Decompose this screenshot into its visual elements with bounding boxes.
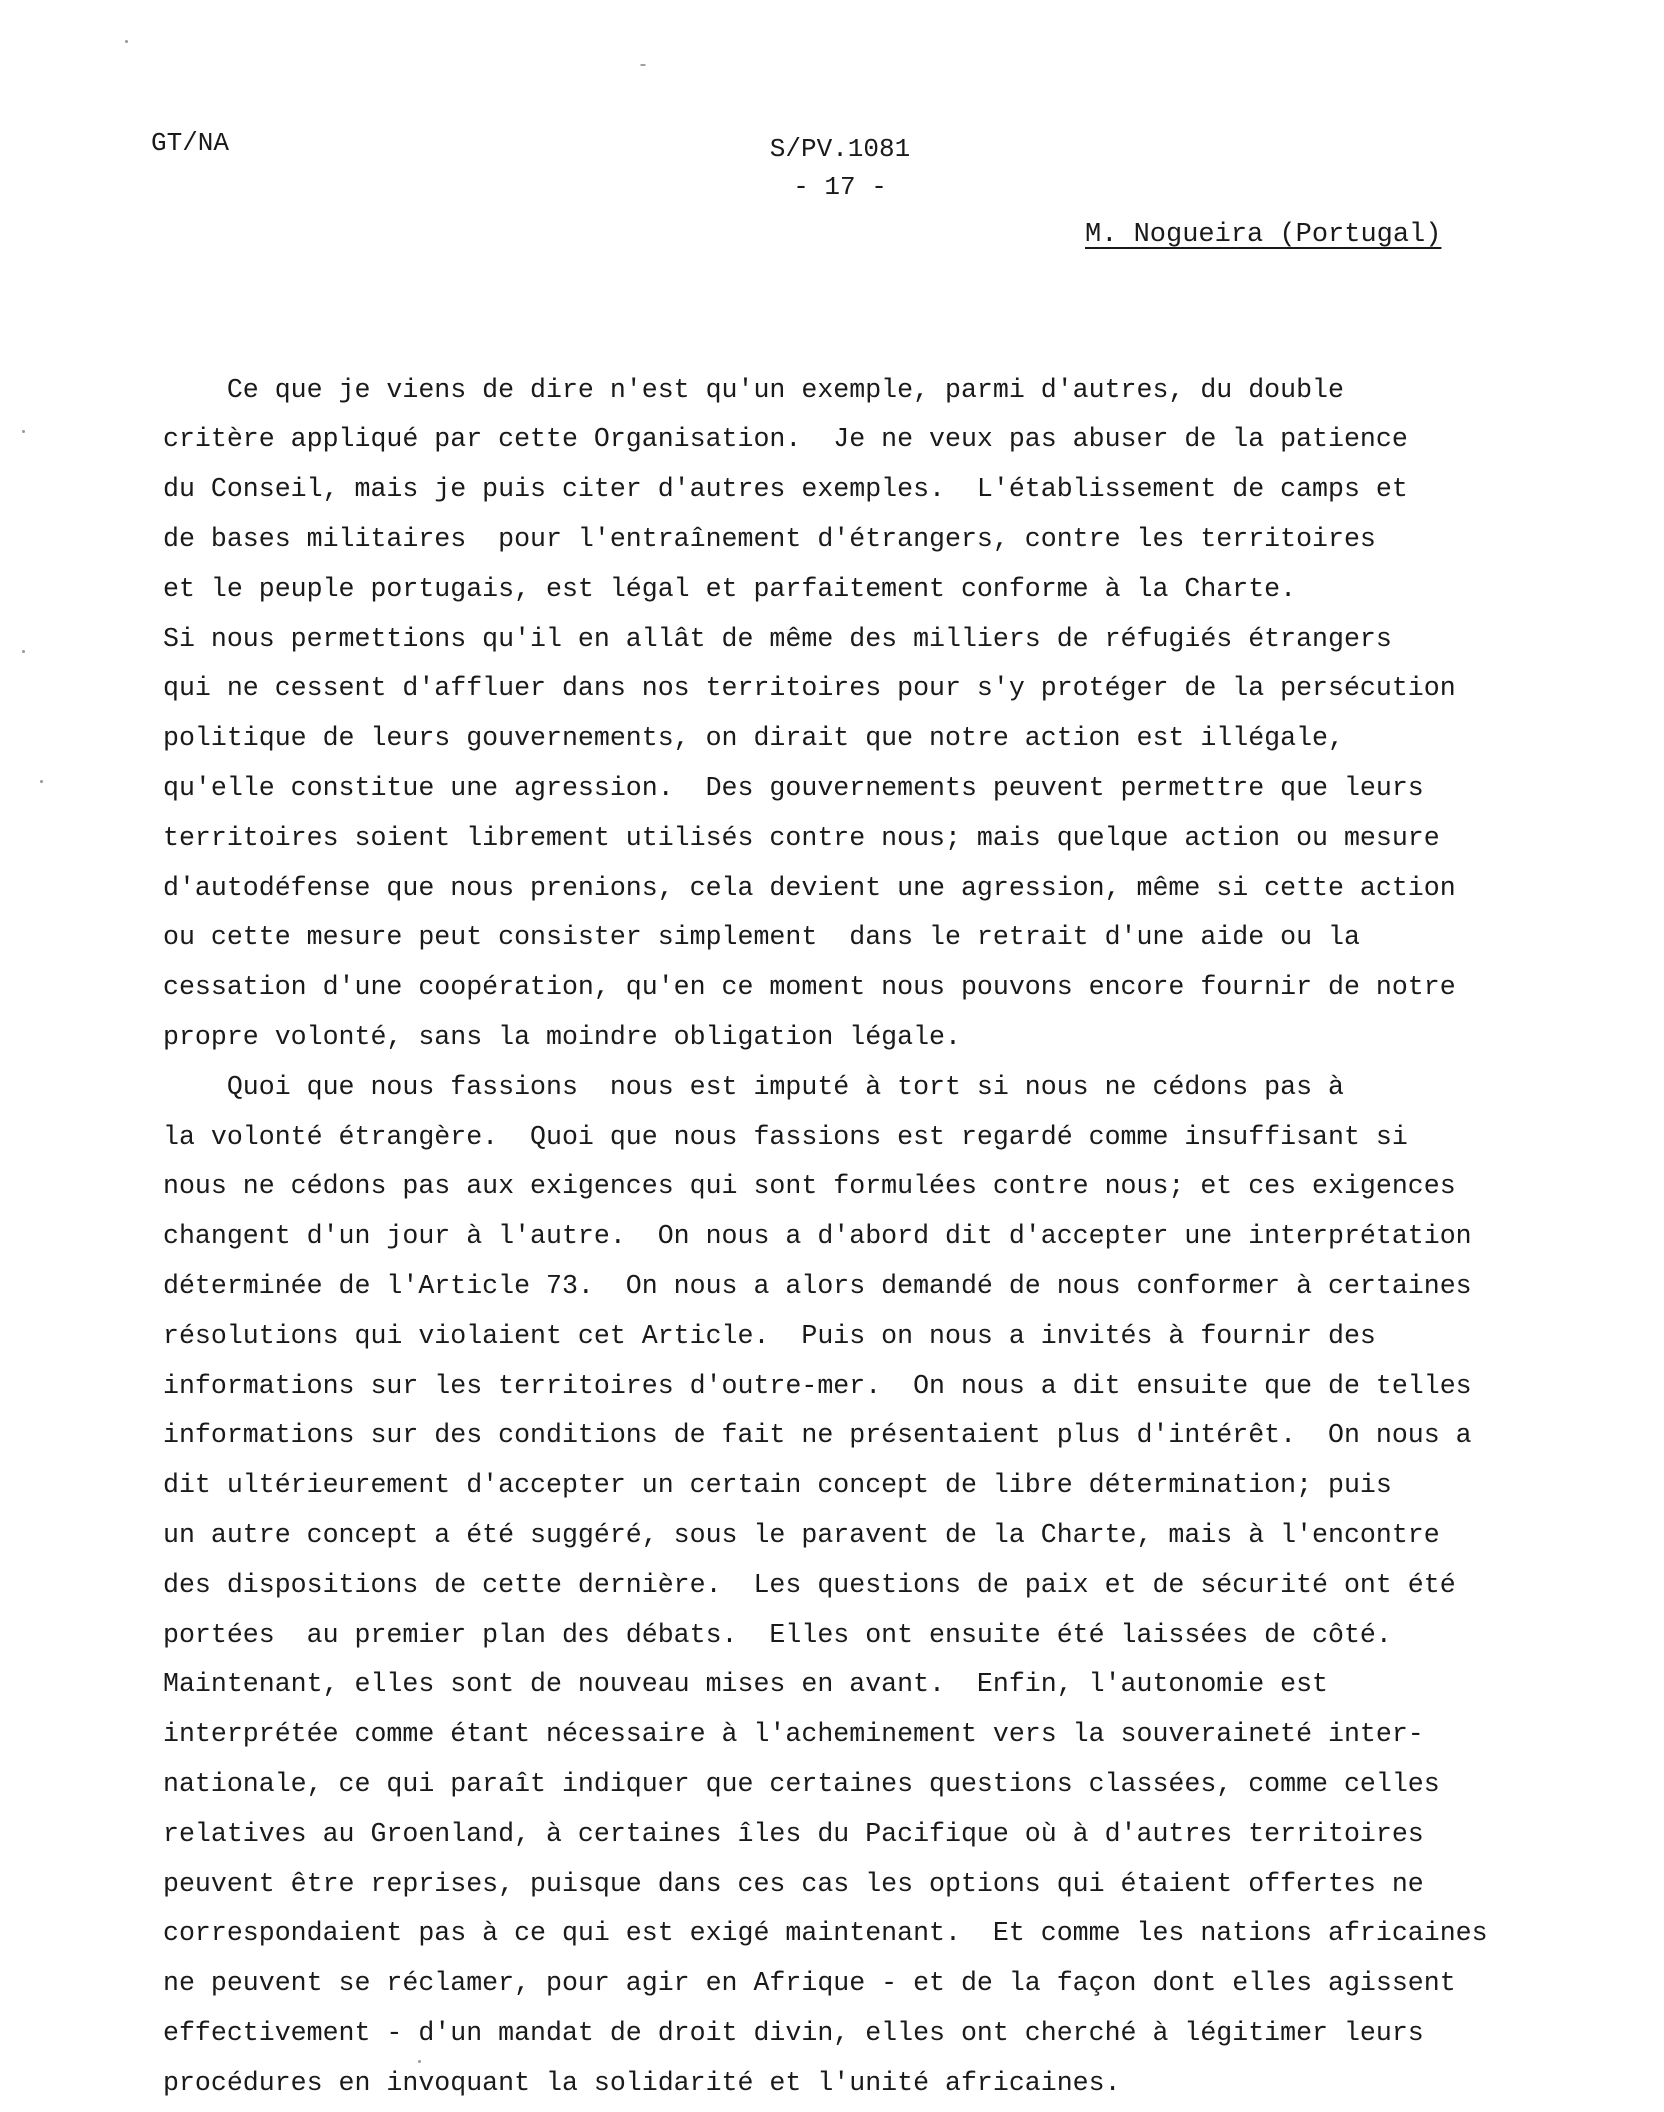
text-line: informations sur des conditions de fait ne présentaient plus d'intérêt. On nous a — [163, 1420, 1472, 1451]
text-line: peuvent être reprises, puisque dans ces cas les options qui étaient offertes ne — [163, 1868, 1424, 1899]
scan-speck — [125, 40, 128, 43]
text-line: changent d'un jour à l'autre. On nous a d'abord dit d'accepter une interprétation — [163, 1221, 1472, 1252]
text-line: d'autodéfense que nous prenions, cela devient une agression, même si cette action — [163, 872, 1456, 903]
text-line: nous ne cédons pas aux exigences qui sont formulées contre nous; et ces exigences — [163, 1171, 1456, 1202]
text-line: informations sur les territoires d'outre-mer. On nous a dit ensuite que de telles — [163, 1370, 1472, 1401]
paragraph — [163, 1063, 1543, 2109]
text-line: procédures en invoquant la solidarité et l'unité africaines. — [163, 2067, 1121, 2098]
speaker-label: M. Nogueira (Portugal) — [1085, 220, 1442, 250]
text-line: qu'elle constitue une agression. Des gouvernements peuvent permettre que leurs — [163, 772, 1424, 803]
text-line: ne peuvent se réclamer, pour agir en Afrique - et de la façon dont elles agissent — [163, 1968, 1456, 1999]
text-line: ou cette mesure peut consister simplement dans le retrait d'une aide ou la — [163, 922, 1360, 953]
text-line: cessation d'une coopération, qu'en ce moment nous pouvons encore fournir de notre — [163, 972, 1456, 1003]
page-number: - 17 - — [793, 172, 887, 202]
text-line: la volonté étrangère. Quoi que nous fassions est regardé comme insuffisant si — [163, 1121, 1408, 1152]
text-line: du Conseil, mais je puis citer d'autres exemples. L'établissement de camps et — [163, 474, 1408, 505]
text-line: des dispositions de cette dernière. Les questions de paix et de sécurité ont été — [163, 1569, 1456, 1600]
scan-speck — [640, 64, 646, 66]
text-line: dit ultérieurement d'accepter un certain concept de libre détermination; puis — [163, 1470, 1392, 1501]
text-line: Maintenant, elles sont de nouveau mises en avant. Enfin, l'autonomie est — [163, 1669, 1328, 1700]
text-line: Si nous permettions qu'il en allât de même des milliers de réfugiés étrangers — [163, 623, 1392, 654]
text-line: relatives au Groenland, à certaines îles du Pacifique où à d'autres territoires — [163, 1818, 1424, 1849]
text-line: critère appliqué par cette Organisation. Je ne veux pas abuser de la patience — [163, 424, 1408, 455]
text-line: résolutions qui violaient cet Article. Puis on nous a invités à fournir des — [163, 1320, 1376, 1351]
scan-speck — [40, 780, 43, 783]
text-line: Ce que je viens de dire n'est qu'un exemple, parmi d'autres, du double — [163, 374, 1344, 405]
text-line: effectivement - d'un mandat de droit divin, elles ont cherché à légitimer leurs — [163, 2017, 1424, 2048]
scan-speck — [418, 2060, 421, 2063]
text-line: correspondaient pas à ce qui est exigé maintenant. Et comme les nations africaines — [163, 1918, 1488, 1949]
document-symbol: S/PV.1081 — [769, 134, 911, 164]
text-line: et le peuple portugais, est légal et parfaitement conforme à la Charte. — [163, 573, 1297, 604]
paragraph — [163, 366, 1543, 1063]
scan-speck — [22, 650, 25, 653]
text-line: un autre concept a été suggéré, sous le paravent de la Charte, mais à l'encontre — [163, 1519, 1440, 1550]
text-line: propre volonté, sans la moindre obligation légale. — [163, 1021, 961, 1052]
text-line: politique de leurs gouvernements, on dirait que notre action est illégale, — [163, 723, 1344, 754]
text-line: Quoi que nous fassions nous est imputé à tort si nous ne cédons pas à — [163, 1071, 1344, 1102]
text-line: interprétée comme étant nécessaire à l'acheminement vers la souveraineté inter- — [163, 1719, 1424, 1750]
text-line: portées au premier plan des débats. Elles ont ensuite été laissées de côté. — [163, 1619, 1392, 1650]
document-header — [720, 130, 960, 206]
scan-speck — [22, 430, 25, 433]
text-line: territoires soient librement utilisés contre nous; mais quelque action ou mesure — [163, 822, 1440, 853]
document-body — [163, 266, 1543, 2108]
text-line: déterminée de l'Article 73. On nous a alors demandé de nous conformer à certaines — [163, 1270, 1472, 1301]
text-line: qui ne cessent d'affluer dans nos territoires pour s'y protéger de la persécution — [163, 673, 1456, 704]
document-code: GT/NA — [151, 128, 230, 158]
text-line: nationale, ce qui paraît indiquer que certaines questions classées, comme celles — [163, 1768, 1440, 1799]
text-line: de bases militaires pour l'entraînement d'étrangers, contre les territoires — [163, 523, 1376, 554]
